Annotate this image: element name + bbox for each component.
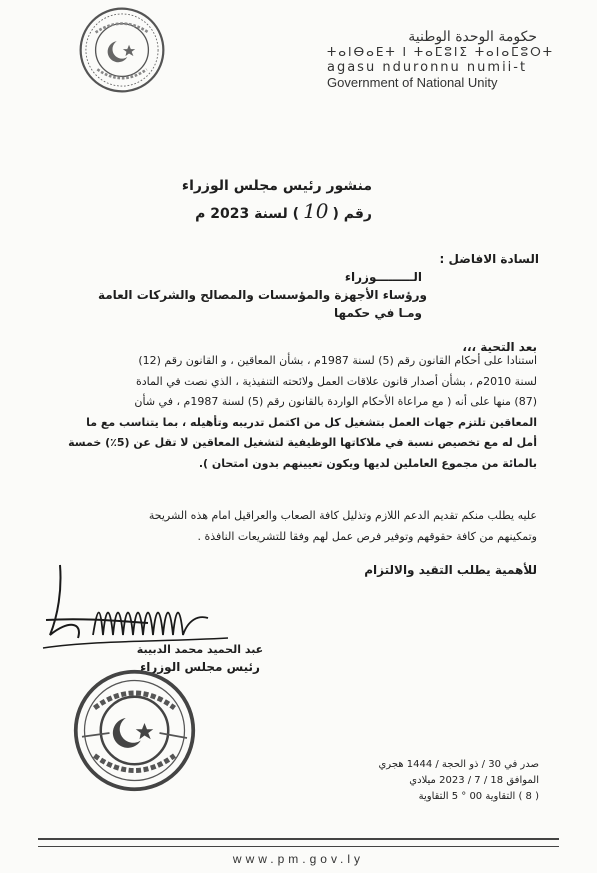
greeting: بعد التحية ،،، xyxy=(462,340,537,354)
date-gregorian: الموافق 18 / 7 / 2023 ميلادي xyxy=(409,775,539,786)
government-heading xyxy=(327,29,554,90)
recipient-line: الـــــــــوزراء xyxy=(344,270,422,284)
body-line: (87) منها على أنه ( مع مراعاة الأحكام الواردة بالقانون رقم (5) لسنة 1987م ، في شأن xyxy=(134,395,537,408)
body-line: لسنة 2010م ، بشأن أصدار قانون علاقات العمل ولائحته التنفيذية ، الذي نصت في المادة xyxy=(135,374,537,388)
body-line: المعاقين تلتزم جهات العمل بتشغيل كل من اكتمل تدريبه وتأهيله ، بما يتناسب مع ما xyxy=(86,415,537,429)
gov-name-arabic: حكومة الوحدة الوطنية xyxy=(408,29,537,45)
closing-line: للأهمية يطلب التقيد والالتزام xyxy=(364,563,537,577)
body-line: استنادا على أحكام القانون رقم (5) لسنة 1987م ، بشأن المعاقين ، و القانون رقم (12) xyxy=(138,354,537,367)
body-paragraph xyxy=(37,506,537,547)
signer-title: رئيس مجلس الوزراء xyxy=(140,660,260,674)
footer-website: www.pm.gov.ly xyxy=(232,852,365,866)
addressee: السادة الافاضل : xyxy=(439,252,539,266)
footer-divider xyxy=(38,838,559,847)
body-paragraph xyxy=(37,351,537,474)
document-number xyxy=(112,199,372,223)
body-line: بالمائة من مجموع العاملين لديها ويكون تعيينهم بدون امتحان ). xyxy=(198,456,537,470)
signature-icon xyxy=(38,560,238,655)
gov-name-english: Government of National Unity xyxy=(327,75,498,90)
gov-name-tifinagh: ⵜⴰⵏⴱⴰⴹⵜ ⵏ ⵜⴰⵎⵓⵏⵉ ⵜⴰⵏⴰⵎⵓⵔⵜ xyxy=(327,45,554,59)
recipient-line: ومـا في حكمها xyxy=(334,306,422,320)
number-prefix: رقم ( xyxy=(332,206,372,222)
number-value: 10 xyxy=(303,199,329,223)
body-line: أمل له مع تخصيص نسبة في ملاكاتها الوظيفية لتشغيل المعاقين لا تقل عن (5٪) خمسة xyxy=(68,436,537,449)
recipient-line: ورؤساء الأجهزة والمؤسسات والمصالح والشركات العامة xyxy=(97,288,427,302)
date-reference: ( 8 ) التقاوية 00 ° 5 التقاوية xyxy=(418,791,539,802)
government-seal-icon xyxy=(78,6,166,94)
body-line: عليه يطلب منكم تقديم الدعم اللازم وتذليل كافة الصعاب والعراقيل امام هذه الشريحة xyxy=(148,509,537,522)
body-line: وتمكينهم من كافة حقوقهم وتوفير فرص عمل لهم وفقا للتشريعات النافذة . xyxy=(197,529,537,543)
document-title: منشور رئيس مجلس الوزراء xyxy=(181,178,372,194)
date-hijri: صدر في 30 / ذو الحجة / 1444 هجري xyxy=(378,759,539,770)
gov-name-amazigh-latin: agasu nduronnu numii-t xyxy=(327,60,528,75)
official-stamp-icon xyxy=(72,668,197,793)
signer-name: عبد الحميد محمد الدبيبة xyxy=(136,643,264,656)
date-block xyxy=(309,757,539,805)
number-suffix: ) لسنة 2023 م xyxy=(195,206,300,222)
